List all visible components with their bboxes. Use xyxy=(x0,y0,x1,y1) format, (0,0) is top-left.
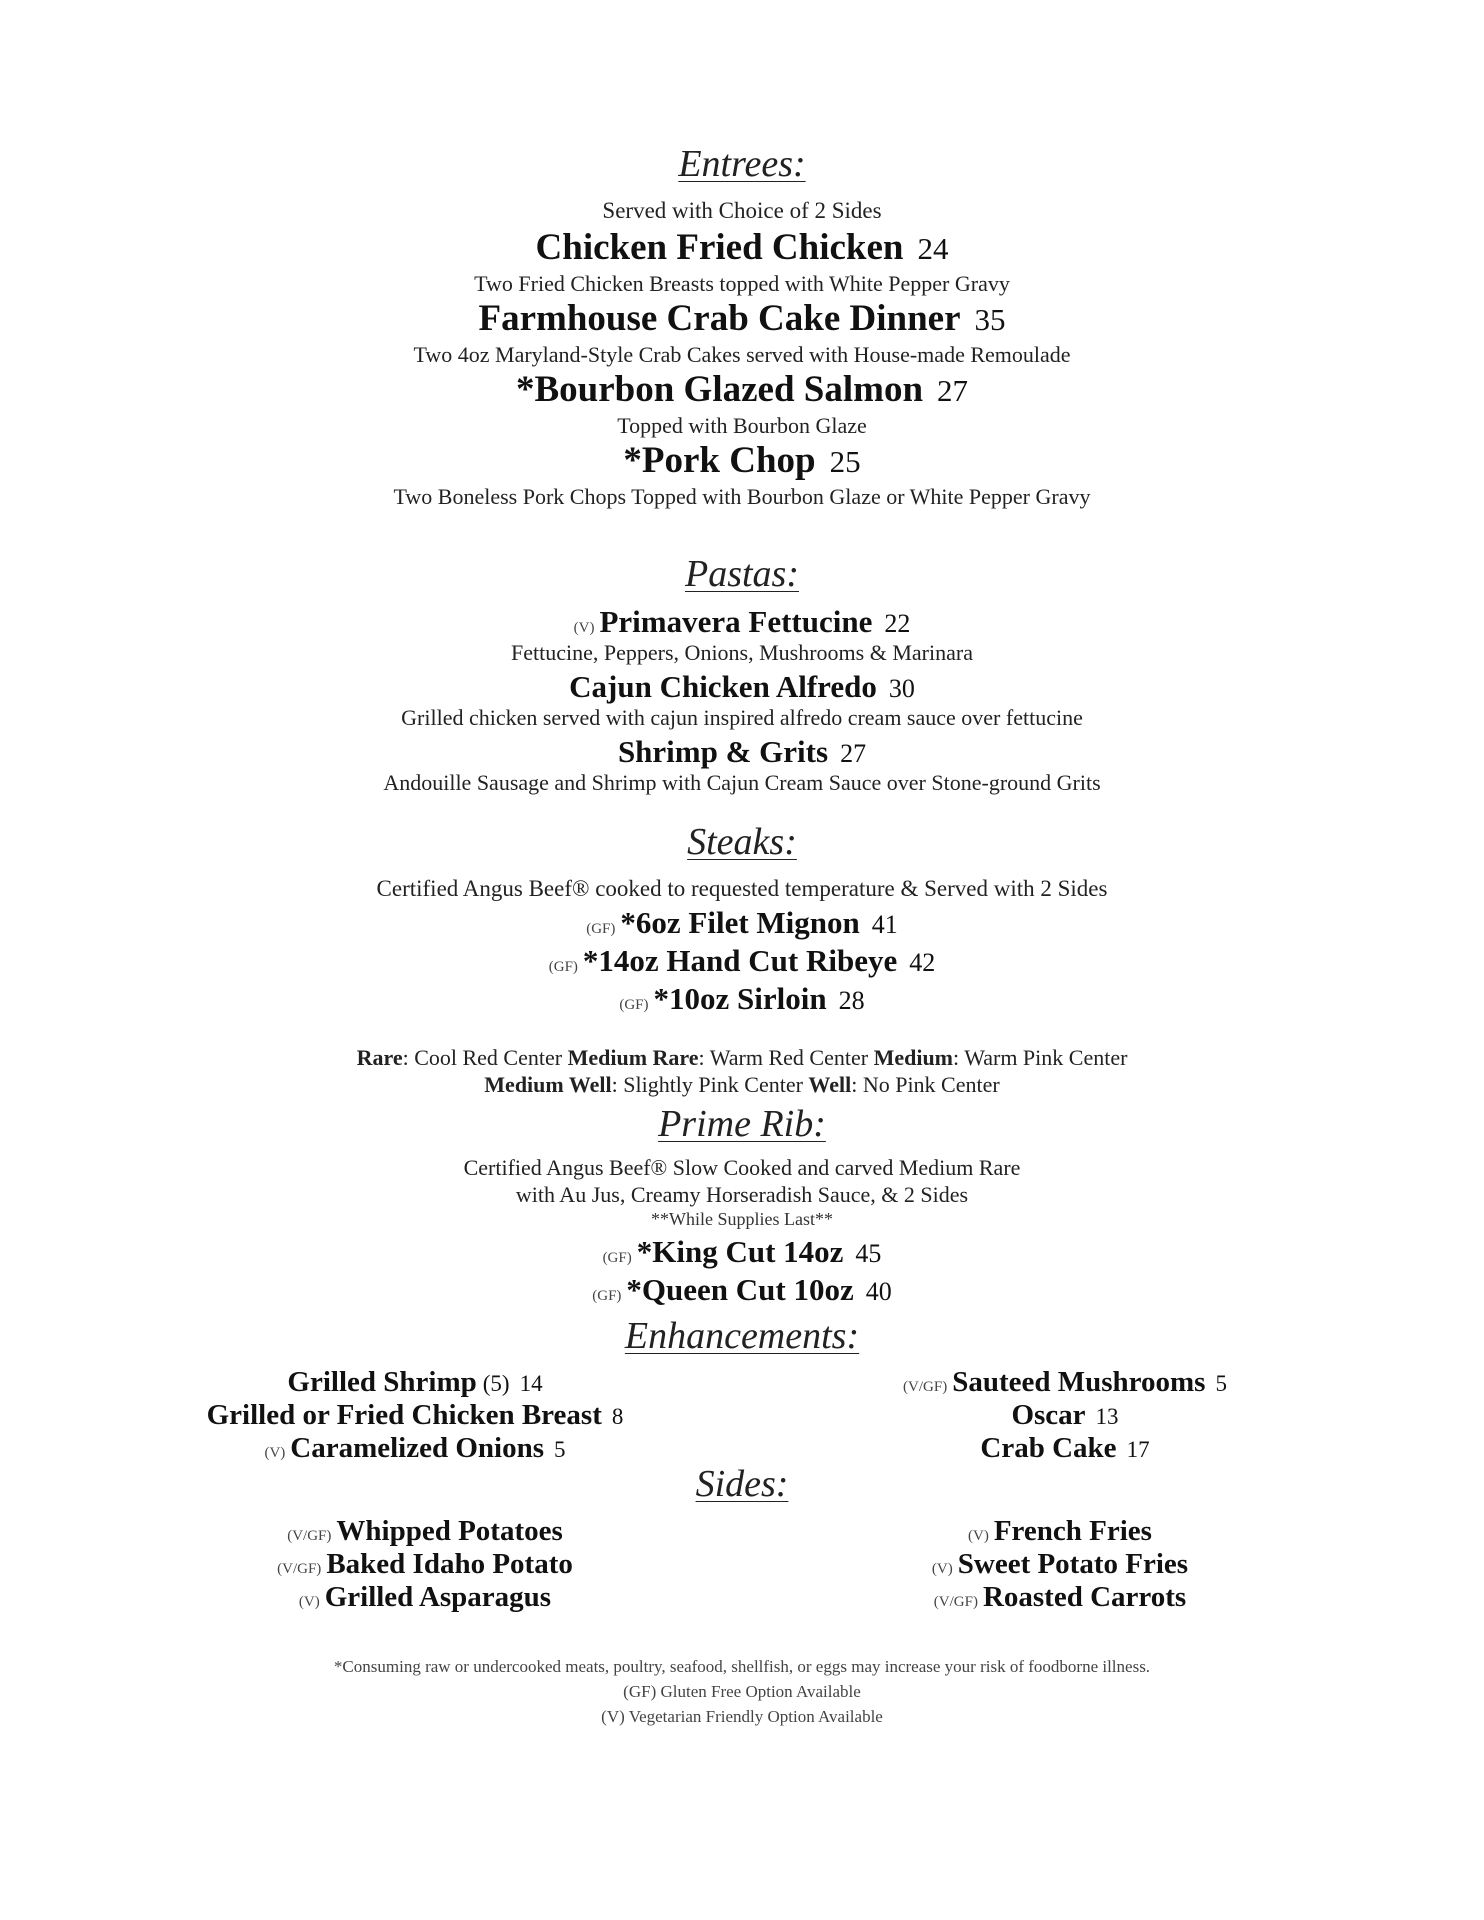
item-price: 5 xyxy=(1215,1371,1227,1396)
item-name: Sweet Potato Fries xyxy=(957,1548,1189,1580)
item-name: Oscar xyxy=(1011,1399,1086,1431)
item-price: 45 xyxy=(855,1239,882,1268)
dietary-tag: (V/GF) xyxy=(287,1528,332,1544)
entrees-note: Served with Choice of 2 Sides xyxy=(602,198,882,223)
item-description: Andouille Sausage and Shrimp with Cajun Cream Sauce over Stone-ground Grits xyxy=(383,770,1101,795)
item-name: French Fries xyxy=(993,1515,1152,1547)
side-item xyxy=(850,1515,1270,1548)
dietary-tag: (GF) xyxy=(619,997,649,1013)
item-price: 35 xyxy=(974,302,1006,337)
dietary-tag: (V/GF) xyxy=(903,1379,948,1395)
item-price: 22 xyxy=(884,609,911,638)
footer-gf-note: (GF) Gluten Free Option Available xyxy=(623,1682,861,1701)
footer-v-note: (V) Vegetarian Friendly Option Available xyxy=(601,1707,883,1726)
item-name: *Bourbon Glazed Salmon xyxy=(515,369,924,410)
prime-rib-item xyxy=(0,1272,1484,1308)
item-price: 13 xyxy=(1095,1404,1119,1429)
pasta-item xyxy=(0,669,1484,705)
entree-item xyxy=(0,439,1484,482)
entree-item xyxy=(0,297,1484,340)
item-name: *6oz Filet Mignon xyxy=(620,905,860,940)
item-description: Two 4oz Maryland-Style Crab Cakes served with House-made Remoulade xyxy=(413,342,1071,367)
footer-disclaimer: *Consuming raw or undercooked meats, poultry, seafood, shellfish, or eggs may increase your risk of foodborne illness. xyxy=(333,1657,1151,1676)
pasta-item xyxy=(0,604,1484,640)
item-qty: (5) xyxy=(482,1371,510,1396)
item-price: 24 xyxy=(917,231,949,266)
item-name: Crab Cake xyxy=(980,1432,1117,1464)
item-price: 41 xyxy=(871,910,898,939)
entree-item xyxy=(0,368,1484,411)
item-name: Sauteed Mushrooms xyxy=(952,1366,1206,1398)
side-item xyxy=(215,1515,635,1548)
enhancements-heading: Enhancements: xyxy=(624,1315,860,1357)
item-name: *Pork Chop xyxy=(623,440,816,481)
pastas-heading: Pastas: xyxy=(685,553,799,595)
side-item xyxy=(215,1581,635,1614)
prime-rib-heading: Prime Rib: xyxy=(658,1103,826,1145)
side-item xyxy=(850,1581,1270,1614)
prime-rib-note: with Au Jus, Creamy Horseradish Sauce, & 2 Sides xyxy=(515,1182,969,1207)
item-description: Two Fried Chicken Breasts topped with White Pepper Gravy xyxy=(474,271,1010,296)
side-item xyxy=(215,1548,635,1581)
item-price: 30 xyxy=(888,674,915,703)
item-name: Primavera Fettucine xyxy=(599,604,873,639)
item-name: *14oz Hand Cut Ribeye xyxy=(582,943,898,978)
temperature-guide-line1 xyxy=(0,1045,1484,1071)
dietary-tag: (V) xyxy=(573,620,595,636)
enhancement-item xyxy=(190,1399,640,1432)
item-price: 27 xyxy=(937,373,969,408)
enhancement-item xyxy=(840,1432,1290,1465)
item-name: Farmhouse Crab Cake Dinner xyxy=(478,298,961,339)
item-name: Baked Idaho Potato xyxy=(326,1548,573,1580)
temperature-guide-line2 xyxy=(0,1072,1484,1098)
temp-label: Rare xyxy=(356,1045,403,1070)
item-name: Grilled Asparagus xyxy=(324,1581,552,1613)
dietary-tag: (GF) xyxy=(586,921,616,937)
prime-rib-note: Certified Angus Beef® Slow Cooked and carved Medium Rare xyxy=(463,1155,1021,1180)
prime-rib-item xyxy=(0,1234,1484,1270)
prime-rib-availability: **While Supplies Last** xyxy=(651,1209,833,1229)
item-price: 40 xyxy=(865,1277,892,1306)
item-name: Roasted Carrots xyxy=(982,1581,1187,1613)
dietary-tag: (V/GF) xyxy=(933,1594,978,1610)
side-item xyxy=(850,1548,1270,1581)
enhancement-item xyxy=(190,1432,640,1465)
item-price: 27 xyxy=(840,739,867,768)
item-name: *King Cut 14oz xyxy=(636,1234,844,1269)
enhancement-item xyxy=(840,1366,1290,1399)
steak-item xyxy=(0,943,1484,979)
item-name: *Queen Cut 10oz xyxy=(626,1272,854,1307)
temp-desc: : Slightly Pink Center xyxy=(611,1072,809,1097)
item-name: Caramelized Onions xyxy=(290,1432,545,1464)
item-description: Topped with Bourbon Glaze xyxy=(617,413,867,438)
temp-desc: : Warm Pink Center xyxy=(953,1045,1128,1070)
steaks-note: Certified Angus Beef® cooked to requested temperature & Served with 2 Sides xyxy=(376,876,1108,901)
temp-label: Well xyxy=(808,1072,852,1097)
item-price: 8 xyxy=(611,1404,624,1429)
item-name: Grilled or Fried Chicken Breast xyxy=(206,1399,602,1431)
dietary-tag: (V) xyxy=(968,1528,989,1544)
dietary-tag: (GF) xyxy=(602,1250,632,1266)
item-name: *10oz Sirloin xyxy=(653,981,827,1016)
item-price: 5 xyxy=(554,1437,566,1462)
dietary-tag: (GF) xyxy=(592,1288,622,1304)
temp-label: Medium Rare xyxy=(567,1045,699,1070)
enhancement-item xyxy=(190,1366,640,1399)
steak-item xyxy=(0,905,1484,941)
enhancement-item xyxy=(840,1399,1290,1432)
temp-desc: : No Pink Center xyxy=(851,1072,1000,1097)
item-name: Whipped Potatoes xyxy=(336,1515,563,1547)
item-name: Shrimp & Grits xyxy=(617,734,829,769)
dietary-tag: (GF) xyxy=(548,959,578,975)
steak-item xyxy=(0,981,1484,1017)
item-description: Grilled chicken served with cajun inspired alfredo cream sauce over fettucine xyxy=(401,705,1083,730)
entrees-heading: Entrees: xyxy=(678,143,806,185)
item-description: Two Boneless Pork Chops Topped with Bourbon Glaze or White Pepper Gravy xyxy=(393,484,1091,509)
item-description: Fettucine, Peppers, Onions, Mushrooms & Marinara xyxy=(511,640,973,665)
temp-label: Medium Well xyxy=(484,1072,612,1097)
dietary-tag: (V) xyxy=(264,1445,286,1461)
dietary-tag: (V) xyxy=(931,1561,953,1577)
temp-label: Medium xyxy=(873,1045,954,1070)
steaks-heading: Steaks: xyxy=(687,821,797,863)
item-name: Cajun Chicken Alfredo xyxy=(569,669,877,704)
item-name: Chicken Fried Chicken xyxy=(535,227,904,268)
item-price: 42 xyxy=(909,948,936,977)
temp-desc: : Cool Red Center xyxy=(402,1045,568,1070)
item-price: 28 xyxy=(838,986,865,1015)
item-price: 14 xyxy=(519,1371,543,1396)
pasta-item xyxy=(0,734,1484,770)
temp-desc: : Warm Red Center xyxy=(698,1045,874,1070)
item-name: Grilled Shrimp xyxy=(287,1366,477,1398)
item-price: 17 xyxy=(1126,1437,1150,1462)
dietary-tag: (V) xyxy=(298,1594,320,1610)
dietary-tag: (V/GF) xyxy=(277,1561,322,1577)
sides-heading: Sides: xyxy=(695,1463,789,1505)
item-price: 25 xyxy=(829,444,861,479)
entree-item xyxy=(0,226,1484,269)
